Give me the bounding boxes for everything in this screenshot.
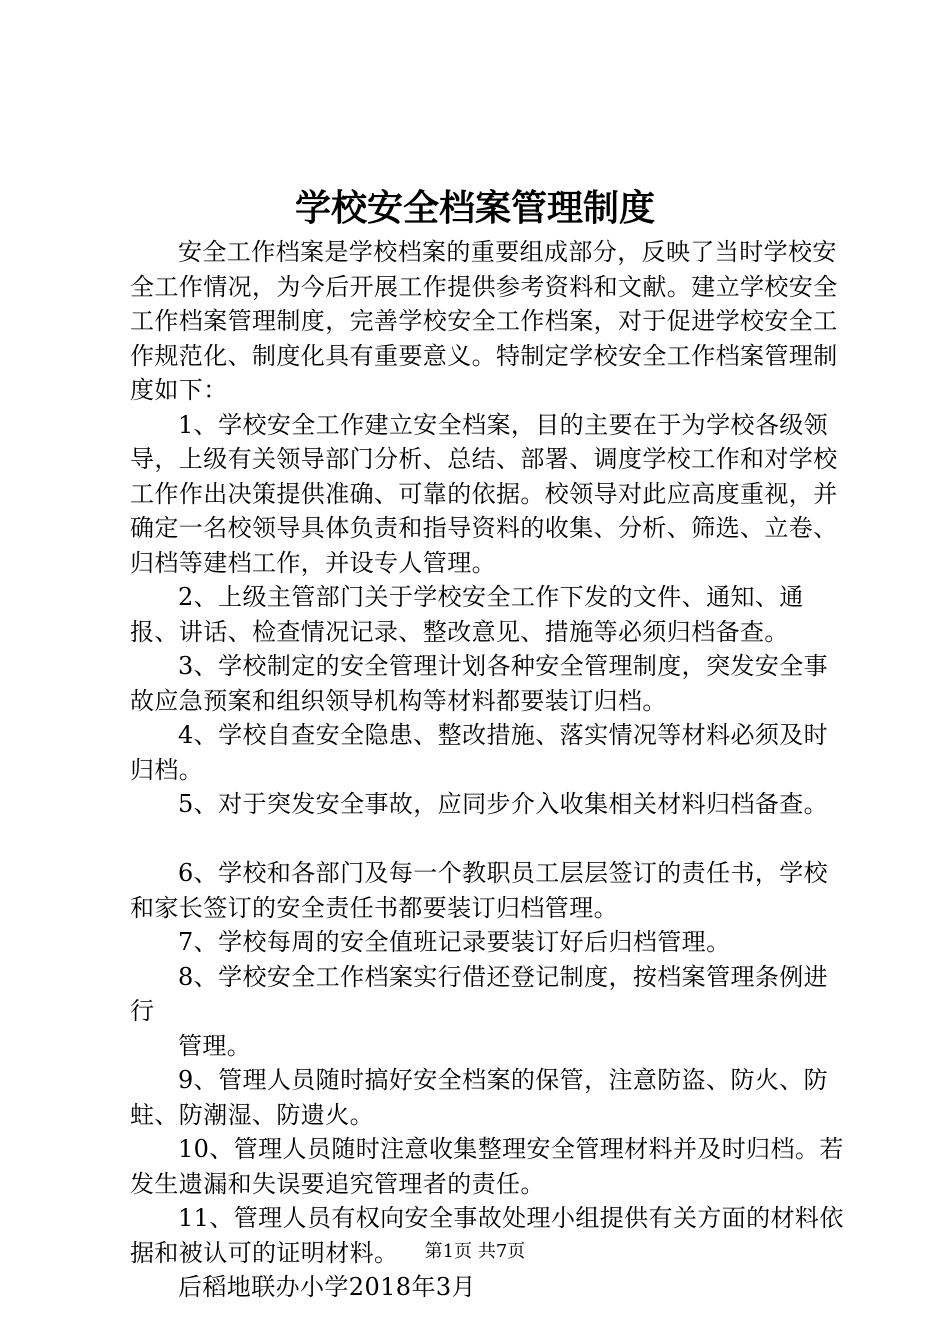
item-6: 6、学校和各部门及每一个教职员工层层签订的责任书，学校和家长签订的安全责任书都要装订归档管理。 (130, 859, 829, 922)
document-title: 学校安全档案管理制度 (294, 187, 655, 229)
item-8: 8、学校安全工作档案实行借还登记制度，按档案管理条例进行 (130, 962, 829, 1025)
blank-line (130, 822, 845, 857)
item-9: 9、管理人员随时搞好安全档案的保管，注意防盗、防火、防蛀、防潮湿、防遗火。 (130, 1066, 829, 1129)
item-8-continuation: 管理。 (178, 1031, 252, 1060)
item-1: 1、学校安全工作建立安全档案，目的主要在于为学校各级领导，上级有关领导部门分析、总结、部署、调度学校工作和对学校工作作出决策提供准确、可靠的依据。校领导对此应高度重视，并确定一名校领导具体负责和指导资料的收集、分析、筛选、立卷、归档等建档工作，并设专人管理。 (130, 410, 838, 577)
item-10: 10、管理人员随时注意收集整理安全管理材料并及时归档。若发生遗漏和失误要追究管理者的责任。 (130, 1135, 844, 1198)
signature: 后稻地联办小学2018年3月 (178, 1273, 476, 1301)
item-3: 3、学校制定的安全管理计划各种安全管理制度，突发安全事故应急预案和组织领导机构等材料都要装订归档。 (130, 652, 829, 715)
intro-paragraph: 安全工作档案是学校档案的重要组成部分，反映了当时学校安全工作情况，为今后开展工作提供参考资料和文献。建立学校安全工作档案管理制度，完善学校安全工作档案，对于促进学校安全工作规范化、制度化具有重要意义。特制定学校安全工作档案管理制度如下： (130, 238, 838, 404)
item-2: 2、上级主管部门关于学校安全工作下发的文件、通知、通报、讲话、检查情况记录、整改意见、措施等必须归档备查。 (130, 583, 804, 646)
page-footer: 第1页 共7页 (424, 1241, 526, 1262)
item-4: 4、学校自查安全隐患、整改措施、落实情况等材料必须及时归档。 (130, 721, 829, 784)
item-5: 5、对于突发安全事故，应同步介入收集相关材料归档备查。 (178, 790, 829, 818)
item-11: 11、管理人员有权向安全事故处理小组提供有关方面的材料依据和被认可的证明材料。 (130, 1204, 844, 1267)
document-body (130, 235, 845, 1305)
item-7: 7、学校每周的安全值班记录要装订好后归档管理。 (178, 928, 731, 956)
